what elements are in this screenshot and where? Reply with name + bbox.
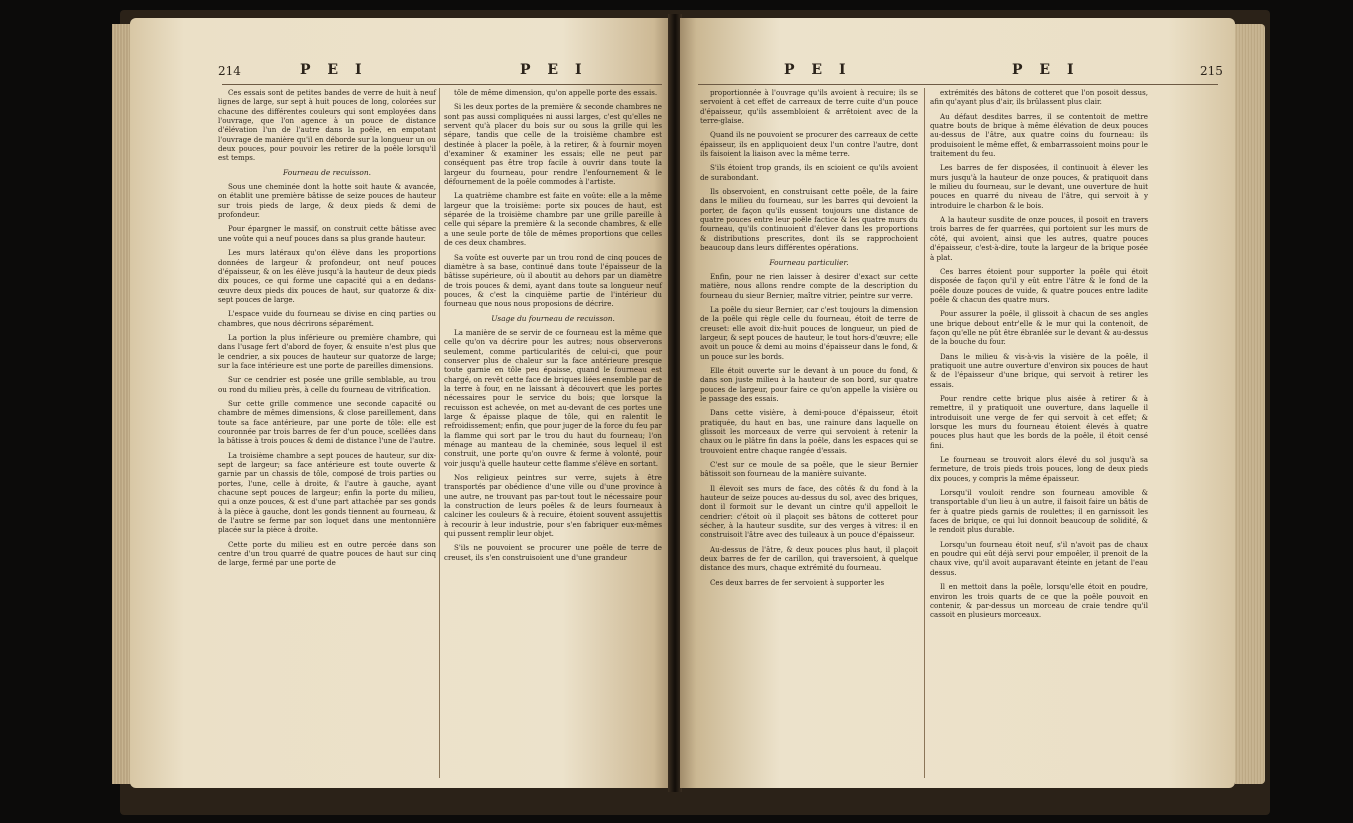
- right-page: [680, 18, 1235, 788]
- header-rule: [698, 84, 1218, 85]
- paragraph: La manière de se servir de ce fourneau est la même que celle qu'on va décrire pour les autres; nous observerons seulement, comme particularités de celui-ci, que pour conserver plus de chaleur sur la face antérieure presque toute garnie en tôle peu épaisse, quand le fourneau est chargé, on revêt cette face de briques liées ensemble par de la terre à four, en ne laissant à découvert que les portes nécessaires pour le service du bois; que lorsque la recuisson est achevée, on met au-devant de ces portes une large & épaisse plaque de tôle, qui en ralentit le refroidissement; enfin, que pour juger de la force du feu par la flamme qui sort par le trou du haut du fourneau; l'on ménage au manteau de la cheminée, sous lequel il est construit, une porte qu'on ouvre & ferme à volonté, pour voir jusqu'à quelle hauteur cette flamme s'élève en sortant.: [444, 327, 662, 468]
- running-head: P E I: [300, 62, 368, 78]
- text-column-1: [218, 88, 436, 573]
- paragraph: Les barres de fer disposées, il continuoit à élever les murs jusqu'à la hauteur de onze pouces, & pratiquoit dans le milieu du fourneau, sur le devant, une ouverture de huit pouces en quarré du niveau de l'âtre, qui servoit à y introduire le charbon & le bois.: [930, 163, 1148, 210]
- paragraph: L'espace vuide du fourneau se divise en cinq parties ou chambres, que nous décrirons séparément.: [218, 309, 436, 328]
- page-number: 214: [218, 64, 241, 78]
- page-edges-left: [112, 24, 132, 784]
- paragraph: Nos religieux peintres sur verre, sujets à être transportés par obédience d'une ville ou d'une province à une autre, ne trouvant pas par-tout tout le nécessaire pour la construction de leurs poêles & de leurs fourneaux à calciner les couleurs & à recuire, étoient souvent assujettis à recourir à leur industrie, pour s'en fabriquer eux-mêmes qui pussent remplir leur objet.: [444, 473, 662, 539]
- running-head: P E I: [784, 62, 852, 78]
- paragraph: S'ils étoient trop grands, ils en scioient ce qu'ils avoient de surabondant.: [700, 163, 918, 182]
- running-head: P E I: [520, 62, 588, 78]
- paragraph: Quand ils ne pouvoient se procurer des carreaux de cette épaisseur, ils en appliquoient deux l'un contre l'autre, dont ils faisoient la liaison avec la même terre.: [700, 130, 918, 159]
- paragraph: C'est sur ce moule de sa poêle, que le sieur Bernier bâtissoit son fourneau de la manière suivante.: [700, 460, 918, 479]
- paragraph: Sur ce cendrier est posée une grille semblable, au trou ou rond du milieu près, à celle du fourneau de vitrification.: [218, 375, 436, 394]
- paragraph: S'ils ne pouvoient se procurer une poêle de terre de creuset, ils s'en construisoient une d'une grandeur: [444, 543, 662, 562]
- header-rule: [222, 84, 662, 85]
- section-heading: Fourneau particulier.: [769, 257, 849, 267]
- page-edges-right: [1235, 24, 1265, 784]
- section-heading: Fourneau de recuisson.: [283, 167, 371, 177]
- paragraph: Pour rendre cette brique plus aisée à retirer & à remettre, il y pratiquoit une ouverture, dans laquelle il introduisoit une verge de fer qui servoit à cet effet; & lorsque les murs du fourneau étoient élevés à quatre pouces plus haut que les bords de la poêle, il étoit censé fini.: [930, 393, 1148, 450]
- paragraph: Enfin, pour ne rien laisser à desirer d'exact sur cette matière, nous allons rendre compte de la description du fourneau du sieur Bernier, maître vitrier, peintre sur verre.: [700, 271, 918, 300]
- paragraph: Dans le milieu & vis-à-vis la visière de la poêle, il pratiquoit une autre ouverture d'environ six pouces de haut & de l'épaisseur d'une brique, qui servoit à retirer les essais.: [930, 351, 1148, 389]
- text-column-2: [444, 88, 662, 567]
- paragraph: La poêle du sieur Bernier, car c'est toujours la dimension de la poêle qui règle celle du fourneau, étoit de terre de creuset: elle avoit dix-huit pouces de longueur, un pied de largeur, & sept pouces de hauteur, le tout hors-d'œuvre; elle avoit un pouce & demi au moins d'épaisseur dans le fond, & un pouce sur les bords.: [700, 304, 918, 361]
- text-column-2: [930, 88, 1148, 625]
- paragraph: Si les deux portes de la première & seconde chambres ne sont pas aussi compliquées ni aussi larges, c'est qu'elles ne servent qu'à placer du bois sur ou sous la grille qui les sépare, tandis que celle de la troisième chambre est destinée à placer la poêle, à la retirer, & à fournir moyen d'examiner & examiner les essais; elle ne peut par conséquent pas être trop facile à ouvrir dans toute la largeur du fourneau, pour rendre l'enfournement & le défournement de la poêle commodes à l'artiste.: [444, 102, 662, 187]
- paragraph: proportionnée à l'ouvrage qu'ils avoient à recuire; ils se servoient à cet effet de carreaux de terre cuite d'un pouce d'épaisseur, qu'ils assembloient & arrêtoient avec de la terre-glaise.: [700, 88, 918, 126]
- paragraph: Cette porte du milieu est en outre percée dans son centre d'un trou quarré de quatre pouces de haut sur cinq de large, fermé par une porte de: [218, 539, 436, 568]
- paragraph: Pour épargner le massif, on construit cette bâtisse avec une voûte qui a neuf pouces dans sa plus grande hauteur.: [218, 224, 436, 243]
- paragraph: Il élevoit ses murs de face, des côtés & du fond à la hauteur de seize pouces au-dessus du sol, avec des briques, dont il formoit sur le devant un cintre qu'il appelloit le cendrier: c'étoit où il plaçoit ses bâtons de cotteret pour sécher, à la hauteur susdite, sur des verges à vitres: il en construisoit l'âtre avec des tuileaux à un pouce d'épaisseur.: [700, 483, 918, 540]
- paragraph: Sur cette grille commence une seconde capacité ou chambre de mêmes dimensions, & close pareillement, dans toute sa face antérieure, par une porte de tôle: elle est couronnée par trois barres de fer d'un pouce, scellées dans la bâtisse à trois pouces & demi de distance l'une de l'autre.: [218, 398, 436, 446]
- paragraph: Ces essais sont de petites bandes de verre de huit à neuf lignes de large, sur sept à huit pouces de long, colorées sur chacune des différentes couleurs qui sont employées dans l'ouvrage, que l'on agence à un pouce de distance d'élévation l'un de l'autre dans la poêle, en empotant l'ouvrage de manière qu'il en déborde sur la longueur un ou deux pouces, pour pouvoir les retirer de la poêle lorsqu'il est temps.: [218, 88, 436, 163]
- paragraph: Sa voûte est ouverte par un trou rond de cinq pouces de diamètre à sa base, continué dans toute l'épaisseur de la bâtisse supérieure, où il aboutit au dehors par un diamètre de trois pouces & demi, ayant dans toute sa longueur neuf pouces, & c'est la cinquième partie de l'intérieur du fourneau que nous nous proposions de décrire.: [444, 252, 662, 309]
- paragraph: Au-dessus de l'âtre, & deux pouces plus haut, il plaçoit deux barres de fer de carillon, qui traversoient, à quelque distance des murs, chaque extrémité du fourneau.: [700, 544, 918, 573]
- paragraph: tôle de même dimension, qu'on appelle porte des essais.: [454, 88, 658, 97]
- paragraph: Lorsqu'un fourneau étoit neuf, s'il n'avoit pas de chaux en poudre qui eût déjà servi pour empoêler, il prenoit de la chaux vive, qu'il avoit auparavant éteinte en jetant de l'eau dessus.: [930, 539, 1148, 577]
- column-rule: [439, 88, 440, 778]
- text-column-1: [700, 88, 918, 592]
- paragraph: Ils observoient, en construisant cette poêle, de la faire dans le milieu du fourneau, sur les barres qui devoient la porter, de façon qu'ils eussent toujours une distance de quatre pouces entre leur poêle factice & les quatre murs du fourneau, qu'ils continuoient d'élever dans les proportions & distributions prescrites, dont ils se rapprochoient beaucoup dans leurs différentes opérations.: [700, 187, 918, 253]
- paragraph: Sous une cheminée dont la hotte soit haute & avancée, on établit une première bâtisse de seize pouces de hauteur sur trois pieds de large, & deux pieds & demi de profondeur.: [218, 182, 436, 220]
- paragraph: Dans cette visière, à demi-pouce d'épaisseur, étoit pratiquée, du haut en bas, une rainure dans laquelle on glissoit les morceaux de verre qui servoient à retenir la chaux ou le plâtre fin dans la poêle, dans les espaces qui se trouvoient entre chaque rangée d'essais.: [700, 408, 918, 455]
- paragraph: Ces deux barres de fer servoient à supporter les: [710, 577, 885, 587]
- paragraph: Lorsqu'il vouloit rendre son fourneau amovible & transportable d'un lieu à un autre, il faisoit faire un bâtis de fer à quatre pieds garnis de roulettes; il en garnissoit les faces de brique, ce qui lui donnoit beaucoup de solidité, & le rendoit plus durable.: [930, 488, 1148, 535]
- paragraph: Pour assurer la poêle, il glissoit à chacun de ses angles une brique debout entr'elle & le mur qui la contenoit, de façon qu'elle ne pût être ébranlée sur le devant & au-dessus de la bouche du four.: [930, 309, 1148, 347]
- paragraph: extrémités des bâtons de cotteret que l'on posoit dessus, afin qu'ayant plus d'air, ils brûlassent plus clair.: [930, 88, 1148, 107]
- section-heading: Usage du fourneau de recuisson.: [491, 313, 615, 323]
- paragraph: A la hauteur susdite de onze pouces, il posoit en travers trois barres de fer quarrées, qui portoient sur les murs de côté, qui avoient, ainsi que les autres, quatre pouces d'épaisseur, c'est-à-dire, toute la largeur de la brique posée à plat.: [930, 215, 1148, 262]
- running-head: P E I: [1012, 62, 1080, 78]
- paragraph: Le fourneau se trouvoit alors élevé du sol jusqu'à sa fermeture, de trois pieds trois pouces, long de deux pieds dix pouces, y compris la même épaisseur.: [930, 455, 1148, 483]
- paragraph: Elle étoit ouverte sur le devant à un pouce du fond, & dans son juste milieu à la hauteur de son bord, sur quatre pouces de largeur, pour faire ce qu'on appelle la visière ou le passage des essais.: [700, 365, 918, 403]
- paragraph: Il en mettoit dans la poêle, lorsqu'elle étoit en poudre, environ les trois quarts de ce que la poêle pouvoit en contenir, & par-dessus un morceau de craie tendre qu'il cassoit en plusieurs morceaux.: [930, 582, 1148, 620]
- page-number: 215: [1200, 64, 1223, 78]
- paragraph: La quatrième chambre est faite en voûte: elle a la même largeur que la troisième: porte six pouces de haut, est séparée de la troisième chambre par une grille pareille à celle qui sépare la première & la seconde chambres, & elle a une seule porte de tôle de mêmes proportions que celles de ces deux chambres.: [444, 191, 662, 248]
- paragraph: Au défaut desdites barres, il se contentoit de mettre quatre bouts de brique à même élévation de deux pouces au-dessus de l'âtre, aux quatre coins du fourneau: ils produisoient le même effet, & embarrassoient moins pour le traitement du feu.: [930, 111, 1148, 159]
- paragraph: Les murs latéraux qu'on élève dans les proportions données de largeur & profondeur, ont neuf pouces d'épaisseur, & on les élève jusqu'à la hauteur de deux pieds dix pouces, ce qui forme une capacité qui a en dedans-œuvre deux pieds dix pouces de haut, sur quatorze & dix-sept pouces de large.: [218, 248, 436, 304]
- paragraph: Ces barres étoient pour supporter la poêle qui étoit disposée de façon qu'il y eût entre l'âtre & le fond de la poêle douze pouces de vuide, & quatre pouces entre ladite poêle & chacun des quatre murs.: [930, 266, 1148, 304]
- left-page: [130, 18, 670, 788]
- paragraph: La portion la plus inférieure ou première chambre, qui dans l'usage fert d'abord de foyer, & ensuite n'est plus que le cendrier, a six pouces de hauteur sur quatorze de large; sur la face intérieure est une porte de pareilles dimensions.: [218, 332, 436, 370]
- paragraph: La troisième chambre a sept pouces de hauteur, sur dix-sept de largeur; sa face antérieure est toute ouverte & garnie par un chassis de tôle, composé de trois parties ou portes, l'une, celle à droite, & l'autre à gauche, ayant chacune sept pouces de largeur; enfin la porte du milieu, qui a onze pouces, & est d'une part attachée par ses gonds à la pièce à gauche, dont les gonds tiennent au fourneau, & de l'autre se ferme par son loquet dans une mentonnière placée sur la pièce à droite.: [218, 450, 436, 535]
- column-rule: [924, 88, 925, 778]
